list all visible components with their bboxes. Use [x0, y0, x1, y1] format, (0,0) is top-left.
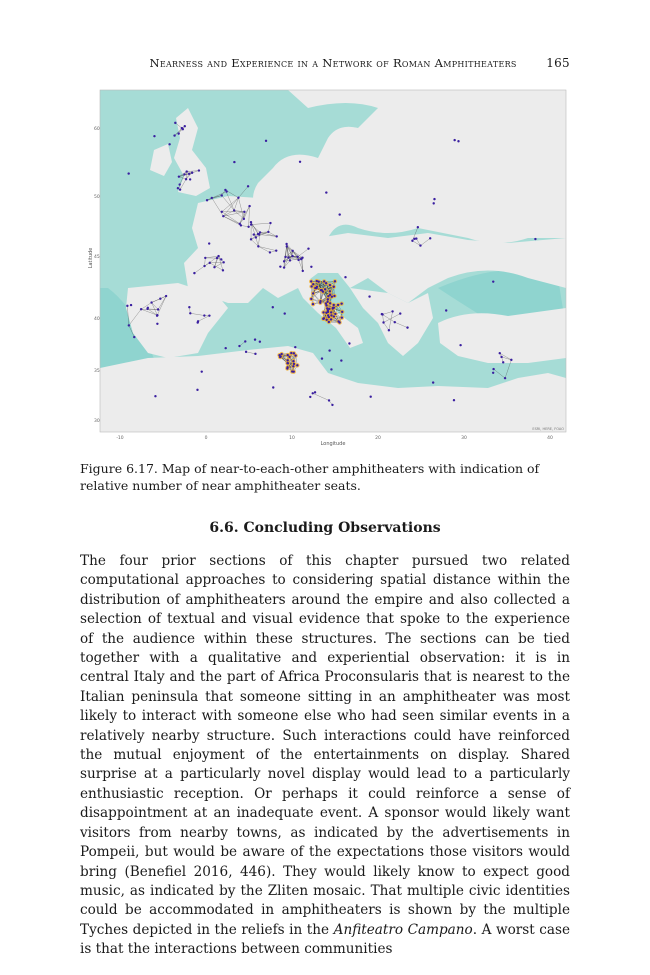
- map-credit: ESRI, HERE, FOAO: [532, 427, 564, 431]
- amphitheater-node: [178, 183, 180, 185]
- y-tick: 35: [94, 369, 100, 374]
- amphitheater-node: [502, 361, 504, 363]
- amphitheater-node: [184, 125, 186, 127]
- amphitheater-node: [244, 340, 246, 342]
- amphitheater-node: [216, 257, 218, 259]
- body-paragraph: [80, 552, 570, 960]
- amphitheater-node: [432, 381, 434, 383]
- amphitheater-node: [326, 301, 328, 303]
- amphitheater-node: [368, 295, 370, 297]
- amphitheater-node: [312, 392, 314, 394]
- amphitheater-node: [168, 143, 170, 145]
- amphitheater-node: [294, 354, 296, 356]
- amphitheater-node: [220, 258, 222, 260]
- amphitheater-node: [299, 161, 301, 163]
- amphitheater-node: [254, 338, 256, 340]
- amphitheater-node: [146, 308, 148, 310]
- paragraph-text: The four prior sections of this chapter pursued two related computational approaches to considering spatial distance within the distribution of amphitheaters around the empire and also collected a selection of textual and visual evidence that spoke to the experience of the audience within these structures. The sections can be tied together with a qualitative and experiential observation: it is in central Italy and the part of Africa Proconsularis that is nearest to the Italian peninsula that someone sitting in an amphitheater was most likely to interact with someone else who had seen similar events in a relatively nearby structure. Such interactions could have reinforced the mutual enjoyment of the entertainments on display. Shared surprise at a particularly novel display would lead to a particularly enthusiastic reception. Or perhaps it could reinforce a sense of disappointment at an inadequate event. A sponsor would likely want visitors from nearby towns, as indicated by the advertisements in Pompeii, but would be aware of the expectations those visitors would bring (Benefiel 2016, 446). They would likely know to expect good music, as indicated by the Zliten mosaic. That multiple civic identities could be accommodated in amphitheaters is shown by the multiple Tyches depicted in the reliefs in the: [80, 553, 570, 938]
- amphitheater-node: [296, 256, 298, 258]
- amphitheater-node: [267, 231, 269, 233]
- amphitheater-node: [275, 235, 277, 237]
- amphitheater-node: [193, 272, 195, 274]
- amphitheater-node: [269, 222, 271, 224]
- amphitheater-node: [286, 245, 288, 247]
- amphitheater-node: [237, 197, 239, 199]
- map-svg: [88, 88, 568, 448]
- amphitheater-node: [453, 399, 455, 401]
- amphitheater-node: [191, 172, 193, 174]
- amphitheater-node: [201, 370, 203, 372]
- amphitheater-node: [314, 391, 316, 393]
- amphitheater-node: [419, 244, 421, 246]
- y-tick: 50: [94, 195, 100, 200]
- amphitheater-node: [341, 316, 343, 318]
- amphitheater-node: [225, 190, 227, 192]
- amphitheater-node: [185, 178, 187, 180]
- amphitheater-node: [286, 359, 288, 361]
- amphitheater-node: [222, 215, 224, 217]
- amphitheater-node: [492, 280, 494, 282]
- amphitheater-node: [130, 304, 132, 306]
- x-tick: 20: [375, 436, 381, 441]
- y-tick: 60: [94, 127, 100, 132]
- amphitheater-node: [206, 199, 208, 201]
- amphitheater-node: [325, 311, 327, 313]
- amphitheater-node: [433, 202, 435, 204]
- amphitheater-node: [292, 365, 294, 367]
- amphitheater-node: [459, 344, 461, 346]
- amphitheater-node: [330, 311, 332, 313]
- amphitheater-node: [307, 247, 309, 249]
- amphitheater-node: [316, 280, 318, 282]
- amphitheater-node: [340, 359, 342, 361]
- amphitheater-node: [325, 282, 327, 284]
- amphitheater-node: [338, 213, 340, 215]
- amphitheater-node: [331, 296, 333, 298]
- x-axis-label: Longitude: [320, 441, 346, 447]
- amphitheater-node: [492, 368, 494, 370]
- amphitheater-node: [314, 287, 316, 289]
- amphitheater-node: [275, 249, 277, 251]
- running-title: Nearness and Experience in a Network of Roman Amphitheaters: [149, 56, 517, 70]
- amphitheater-node: [287, 256, 289, 258]
- amphitheater-node: [310, 266, 312, 268]
- amphitheater-node: [245, 351, 247, 353]
- amphitheater-node: [156, 314, 158, 316]
- amphitheater-node: [294, 346, 296, 348]
- amphitheater-node: [179, 188, 181, 190]
- amphitheater-node: [283, 260, 285, 262]
- amphitheater-node: [288, 356, 290, 358]
- amphitheater-node: [221, 211, 223, 213]
- amphitheater-node: [127, 172, 129, 174]
- amphitheater-node: [250, 238, 252, 240]
- amphitheater-node: [321, 357, 323, 359]
- amphitheater-node: [338, 321, 340, 323]
- amphitheater-node: [286, 354, 288, 356]
- x-tick: -10: [116, 436, 124, 441]
- amphitheater-node: [291, 370, 293, 372]
- amphitheater-node: [238, 345, 240, 347]
- amphitheater-node: [394, 321, 396, 323]
- amphitheater-node: [329, 290, 331, 292]
- amphitheater-node: [198, 169, 200, 171]
- amphitheater-node: [291, 250, 293, 252]
- paragraph-tail: . A worst case is that the interactions between communities: [80, 921, 571, 958]
- amphitheater-node: [293, 352, 295, 354]
- amphitheater-node: [204, 257, 206, 259]
- amphitheater-node: [188, 306, 190, 308]
- amphitheater-node: [203, 314, 205, 316]
- amphitheater-node: [433, 198, 435, 200]
- amphitheater-node: [154, 395, 156, 397]
- amphitheater-node: [157, 308, 159, 310]
- amphitheater-node: [254, 353, 256, 355]
- amphitheater-node: [211, 197, 213, 199]
- figure-caption: Figure 6.17. Map of near-to-each-other amphitheaters with indication of relative number of near amphitheater seats.: [80, 461, 540, 493]
- amphitheater-node: [323, 317, 325, 319]
- amphitheater-node: [248, 205, 250, 207]
- amphitheater-node: [233, 209, 235, 211]
- amphitheater-node: [272, 306, 274, 308]
- amphitheater-node: [213, 266, 215, 268]
- amphitheater-node: [302, 270, 304, 272]
- amphitheater-node: [247, 185, 249, 187]
- amphitheater-node: [287, 362, 289, 364]
- amphitheater-node: [534, 238, 536, 240]
- amphitheater-node: [399, 312, 401, 314]
- amphitheater-node: [296, 364, 298, 366]
- amphitheater-node: [283, 266, 285, 268]
- y-tick: 30: [94, 419, 100, 424]
- amphitheater-node: [330, 318, 332, 320]
- amphitheater-node: [240, 224, 242, 226]
- amphitheater-node: [165, 295, 167, 297]
- amphitheater-node: [310, 285, 312, 287]
- amphitheater-node: [156, 323, 158, 325]
- amphitheater-node: [333, 304, 335, 306]
- amphitheater-node: [197, 320, 199, 322]
- amphitheater-node: [177, 187, 179, 189]
- amphitheater-node: [391, 310, 393, 312]
- amphitheater-node: [312, 292, 314, 294]
- amphitheater-node: [292, 360, 294, 362]
- x-tick: 40: [547, 436, 553, 441]
- amphitheater-node: [208, 314, 210, 316]
- amphitheater-node: [340, 302, 342, 304]
- amphitheater-node: [188, 173, 190, 175]
- x-tick: 30: [461, 436, 467, 441]
- amphitheater-node: [203, 265, 205, 267]
- amphitheater-node: [189, 312, 191, 314]
- amphitheater-node: [382, 321, 384, 323]
- amphitheater-node: [280, 353, 282, 355]
- amphitheater-node: [140, 308, 142, 310]
- amphitheater-node: [344, 276, 346, 278]
- amphitheater-node: [285, 243, 287, 245]
- amphitheater-node: [208, 242, 210, 244]
- amphitheater-node: [291, 255, 293, 257]
- amphitheater-node: [222, 261, 224, 263]
- amphitheater-node: [224, 347, 226, 349]
- amphitheater-node: [327, 295, 329, 297]
- amphitheater-node: [293, 363, 295, 365]
- amphitheater-node: [222, 269, 224, 271]
- section-heading: 6.6. Concluding Observations: [209, 520, 441, 536]
- amphitheater-node: [284, 312, 286, 314]
- amphitheater-node: [319, 300, 321, 302]
- amphitheater-node: [290, 352, 292, 354]
- amphitheater-node: [312, 283, 314, 285]
- amphitheater-node: [325, 191, 327, 193]
- amphitheater-node: [370, 396, 372, 398]
- amphitheater-node: [233, 161, 235, 163]
- amphitheater-node: [504, 377, 506, 379]
- amphitheater-node: [331, 404, 333, 406]
- amphitheater-node: [329, 302, 331, 304]
- amphitheater-node: [341, 311, 343, 313]
- amphitheater-node: [128, 324, 130, 326]
- amphitheater-node: [265, 140, 267, 142]
- x-tick: 0: [204, 436, 208, 441]
- amphitheater-node: [328, 399, 330, 401]
- amphitheater-node: [411, 240, 413, 242]
- amphitheater-node: [323, 280, 325, 282]
- paragraph-italic-title: Anfiteatro Campano: [333, 921, 473, 938]
- amphitheater-node: [381, 313, 383, 315]
- amphitheater-node: [325, 302, 327, 304]
- running-head: [80, 56, 570, 72]
- amphitheater-node: [185, 170, 187, 172]
- amphitheater-node: [453, 139, 455, 141]
- amphitheater-node: [333, 295, 335, 297]
- amphitheater-node: [279, 355, 281, 357]
- amphitheater-node: [259, 231, 261, 233]
- amphitheater-node: [255, 236, 257, 238]
- amphitheater-node: [510, 359, 512, 361]
- amphitheater-node: [457, 140, 459, 142]
- amphitheater-node: [272, 386, 274, 388]
- amphitheater-node: [209, 262, 211, 264]
- amphitheater-node: [329, 284, 331, 286]
- amphitheater-node: [153, 135, 155, 137]
- amphitheater-node: [279, 265, 281, 267]
- amphitheater-node: [259, 341, 261, 343]
- amphitheater-node: [330, 368, 332, 370]
- amphitheater-node: [257, 245, 259, 247]
- amphitheater-node: [333, 306, 335, 308]
- amphitheater-node: [348, 342, 350, 344]
- amphitheater-node: [257, 233, 259, 235]
- amphitheater-node: [413, 238, 415, 240]
- amphitheater-node: [284, 256, 286, 258]
- amphitheater-node: [174, 122, 176, 124]
- amphitheater-node: [286, 366, 288, 368]
- amphitheater-node: [500, 356, 502, 358]
- figure-map: [88, 88, 568, 448]
- amphitheater-node: [492, 372, 494, 374]
- amphitheater-node: [334, 280, 336, 282]
- x-tick: 10: [289, 436, 295, 441]
- amphitheater-node: [310, 298, 312, 300]
- page-number: 165: [546, 56, 570, 70]
- amphitheater-node: [333, 315, 335, 317]
- amphitheater-node: [328, 321, 330, 323]
- amphitheater-node: [150, 301, 152, 303]
- amphitheater-node: [301, 257, 303, 259]
- amphitheater-node: [429, 237, 431, 239]
- amphitheater-node: [310, 280, 312, 282]
- amphitheater-node: [325, 319, 327, 321]
- amphitheater-node: [243, 211, 245, 213]
- amphitheater-node: [297, 259, 299, 261]
- amphitheater-node: [330, 314, 332, 316]
- amphitheater-node: [247, 226, 249, 228]
- y-tick: 45: [94, 255, 100, 260]
- amphitheater-node: [269, 251, 271, 253]
- amphitheater-node: [337, 304, 339, 306]
- amphitheater-node: [221, 194, 223, 196]
- amphitheater-node: [159, 298, 161, 300]
- land-anatolia: [438, 308, 566, 363]
- amphitheater-node: [406, 326, 408, 328]
- amphitheater-node: [178, 175, 180, 177]
- amphitheater-node: [327, 314, 329, 316]
- amphitheater-node: [183, 173, 185, 175]
- amphitheater-node: [388, 329, 390, 331]
- amphitheater-node: [133, 336, 135, 338]
- amphitheater-node: [196, 389, 198, 391]
- y-tick: 40: [94, 317, 100, 322]
- amphitheater-node: [243, 218, 245, 220]
- y-axis-label: Latitude: [88, 247, 94, 269]
- amphitheater-node: [334, 313, 336, 315]
- amphitheater-node: [327, 298, 329, 300]
- amphitheater-node: [217, 255, 219, 257]
- amphitheater-node: [253, 233, 255, 235]
- y-ticks: [94, 126, 100, 424]
- amphitheater-node: [445, 309, 447, 311]
- amphitheater-node: [250, 223, 252, 225]
- amphitheater-node: [333, 286, 335, 288]
- amphitheater-node: [309, 396, 311, 398]
- amphitheater-node: [126, 305, 128, 307]
- amphitheater-node: [189, 178, 191, 180]
- amphitheater-node: [250, 221, 252, 223]
- amphitheater-node: [177, 132, 179, 134]
- amphitheater-node: [321, 289, 323, 291]
- amphitheater-node: [328, 349, 330, 351]
- amphitheater-node: [289, 259, 291, 261]
- amphitheater-node: [499, 352, 501, 354]
- amphitheater-node: [326, 307, 328, 309]
- amphitheater-node: [173, 134, 175, 136]
- amphitheater-node: [322, 311, 324, 313]
- amphitheater-node: [312, 303, 314, 305]
- amphitheater-node: [181, 127, 183, 129]
- amphitheater-node: [417, 226, 419, 228]
- amphitheater-node: [324, 288, 326, 290]
